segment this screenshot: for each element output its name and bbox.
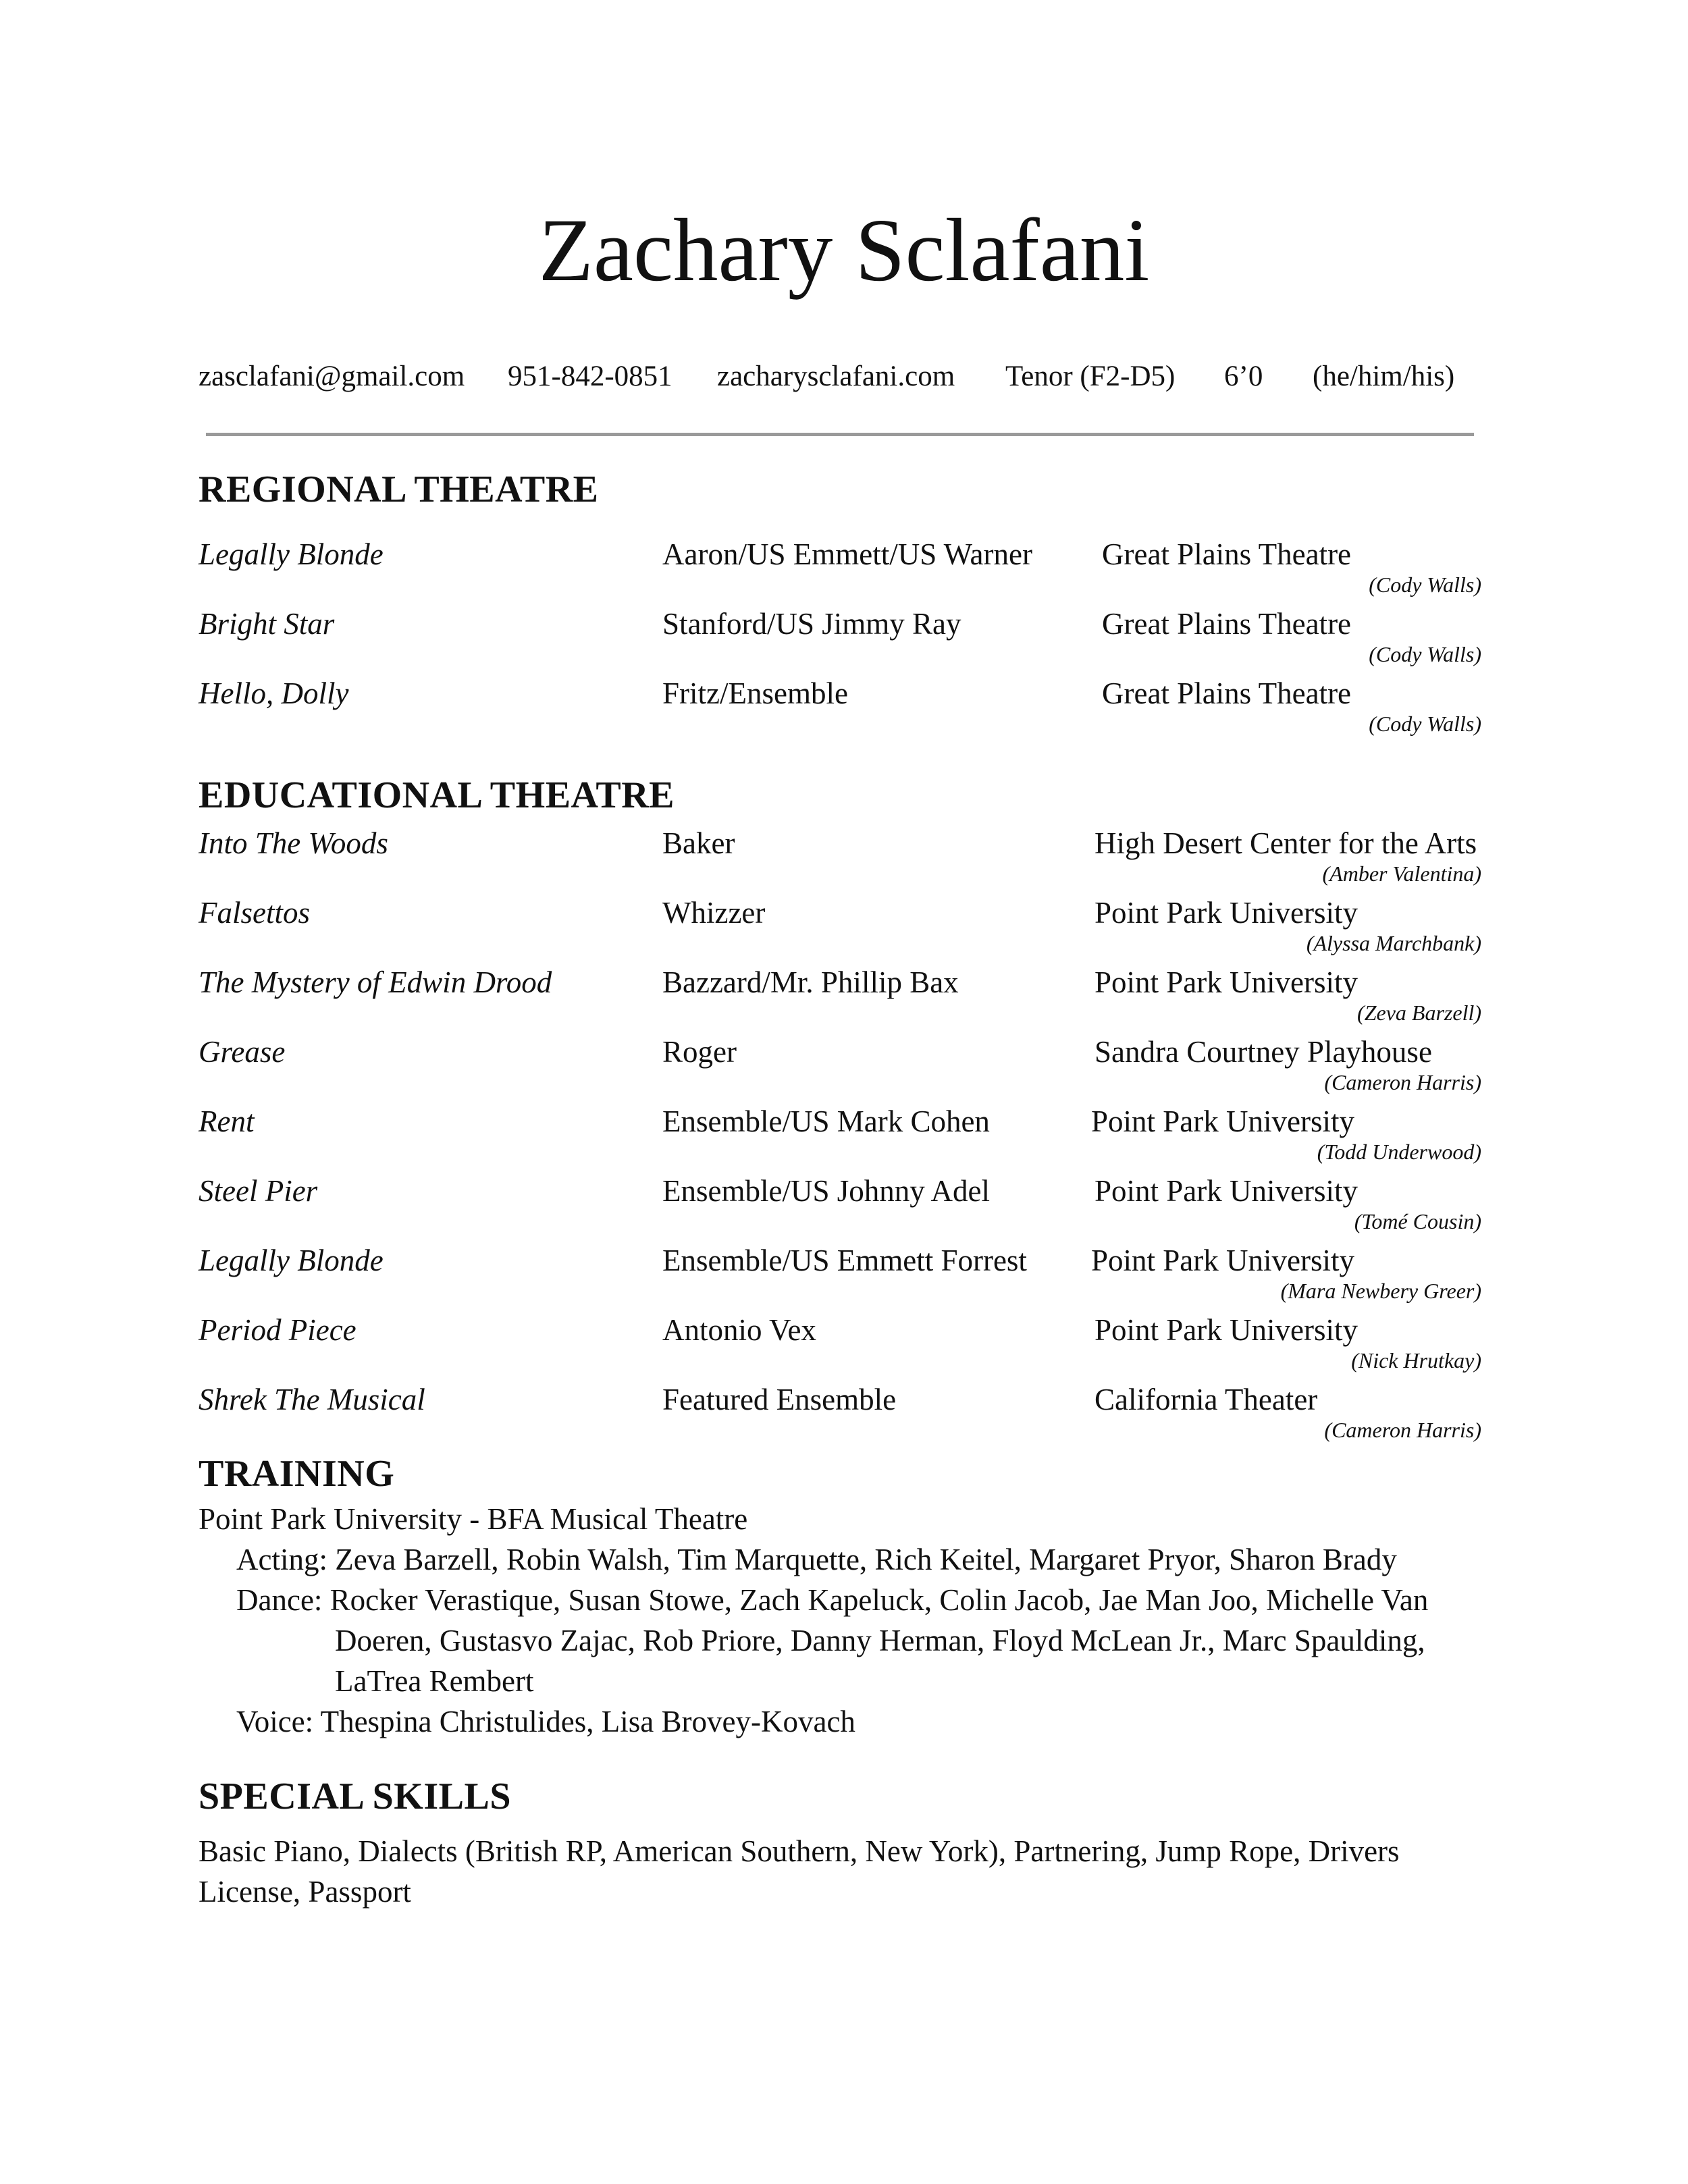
credit-venue: California Theater	[1094, 1383, 1318, 1416]
credit-role: Roger	[662, 1035, 737, 1069]
credit-venue: Point Park University	[1094, 1313, 1358, 1347]
credit-row	[0, 535, 1688, 605]
training-dance: Dance: Rocker Verastique, Susan Stowe, Zach Kapeluck, Colin Jacob, Jae Man Joo, Michelle Van	[236, 1583, 1429, 1617]
credit-row	[0, 1310, 1688, 1381]
credit-venue: Great Plains Theatre	[1102, 676, 1352, 710]
contact-email[interactable]: zasclafani@gmail.com	[199, 361, 465, 392]
credit-venue: Sandra Courtney Playhouse	[1094, 1035, 1432, 1069]
training-acting: Acting: Zeva Barzell, Robin Walsh, Tim Marquette, Rich Keitel, Margaret Pryor, Sharon Brady	[236, 1543, 1397, 1576]
training-voice: Voice: Thespina Christulides, Lisa Brovey-Kovach	[236, 1705, 855, 1738]
header-divider	[206, 433, 1474, 436]
contact-voice-type: Tenor (F2-D5)	[1005, 361, 1176, 392]
credit-show: Into The Woods	[199, 826, 388, 860]
regional-theatre-heading: REGIONAL THEATRE	[199, 469, 599, 510]
credit-role: Stanford/US Jimmy Ray	[662, 607, 961, 641]
credit-role: Fritz/Ensemble	[662, 676, 848, 710]
training-dance-continued: Doeren, Gustasvo Zajac, Rob Priore, Danny Herman, Floyd McLean Jr., Marc Spaulding,	[335, 1624, 1425, 1657]
credit-row	[0, 824, 1688, 894]
credit-show: Period Piece	[199, 1313, 357, 1347]
credit-show: Grease	[199, 1035, 286, 1069]
credit-show: The Mystery of Edwin Drood	[199, 965, 552, 999]
credit-row	[0, 1380, 1688, 1450]
credit-role: Antonio Vex	[662, 1313, 816, 1347]
credit-show: Bright Star	[199, 607, 335, 641]
credit-role: Whizzer	[662, 896, 766, 930]
credit-row	[0, 1171, 1688, 1242]
credit-role: Featured Ensemble	[662, 1383, 897, 1416]
credit-row	[0, 1032, 1688, 1102]
resume-name: Zachary Sclafani	[538, 200, 1150, 300]
credit-director: (Amber Valentina)	[1322, 861, 1481, 886]
contact-website[interactable]: zacharysclafani.com	[717, 361, 955, 392]
credit-venue: Point Park University	[1094, 1174, 1358, 1208]
credit-director: (Cody Walls)	[1369, 572, 1481, 597]
credit-show: Legally Blonde	[199, 1244, 384, 1277]
contact-height: 6’0	[1224, 361, 1263, 392]
credit-director: (Nick Hrutkay)	[1351, 1348, 1481, 1373]
credit-director: (Cameron Harris)	[1324, 1070, 1481, 1094]
credit-director: (Cody Walls)	[1369, 712, 1481, 736]
credit-venue: Point Park University	[1094, 896, 1358, 930]
credit-role: Aaron/US Emmett/US Warner	[662, 537, 1032, 571]
contact-phone: 951-842-0851	[508, 361, 672, 392]
credit-role: Ensemble/US Emmett Forrest	[662, 1244, 1027, 1277]
credit-row	[0, 963, 1688, 1033]
credit-row	[0, 1102, 1688, 1172]
credit-venue: Point Park University	[1094, 965, 1358, 999]
credit-row	[0, 604, 1688, 674]
credit-role: Bazzard/Mr. Phillip Bax	[662, 965, 959, 999]
credit-row	[0, 893, 1688, 963]
credit-director: (Alyssa Marchbank)	[1306, 931, 1481, 955]
credit-row	[0, 674, 1688, 744]
credit-role: Ensemble/US Johnny Adel	[662, 1174, 990, 1208]
credit-director: (Todd Underwood)	[1317, 1140, 1481, 1164]
credit-show: Falsettos	[199, 896, 310, 930]
training-heading: TRAINING	[199, 1453, 395, 1495]
credit-director: (Cameron Harris)	[1324, 1418, 1481, 1442]
contact-pronouns: (he/him/his)	[1313, 361, 1455, 392]
credit-venue: Point Park University	[1091, 1104, 1354, 1138]
credit-venue: High Desert Center for the Arts	[1094, 826, 1477, 860]
credit-show: Hello, Dolly	[199, 676, 349, 710]
training-program: Point Park University - BFA Musical Theatre	[199, 1502, 748, 1536]
credit-show: Legally Blonde	[199, 537, 384, 571]
credit-row	[0, 1241, 1688, 1311]
credit-director: (Cody Walls)	[1369, 642, 1481, 666]
credit-show: Rent	[199, 1104, 255, 1138]
educational-theatre-heading: EDUCATIONAL THEATRE	[199, 774, 675, 816]
credit-role: Baker	[662, 826, 735, 860]
credit-show: Steel Pier	[199, 1174, 318, 1208]
credit-venue: Point Park University	[1091, 1244, 1354, 1277]
special-skills-heading: SPECIAL SKILLS	[199, 1776, 511, 1817]
credit-director: (Zeva Barzell)	[1357, 1001, 1481, 1025]
credit-show: Shrek The Musical	[199, 1383, 425, 1416]
credit-role: Ensemble/US Mark Cohen	[662, 1104, 990, 1138]
training-dance-continued: LaTrea Rembert	[335, 1664, 534, 1698]
credit-director: (Tomé Cousin)	[1354, 1209, 1481, 1233]
special-skills-text-continued: License, Passport	[199, 1875, 411, 1909]
credit-venue: Great Plains Theatre	[1102, 537, 1352, 571]
special-skills-text: Basic Piano, Dialects (British RP, American Southern, New York), Partnering, Jump Rope, Drivers	[199, 1834, 1400, 1868]
credit-director: (Mara Newbery Greer)	[1280, 1279, 1481, 1303]
credit-venue: Great Plains Theatre	[1102, 607, 1352, 641]
